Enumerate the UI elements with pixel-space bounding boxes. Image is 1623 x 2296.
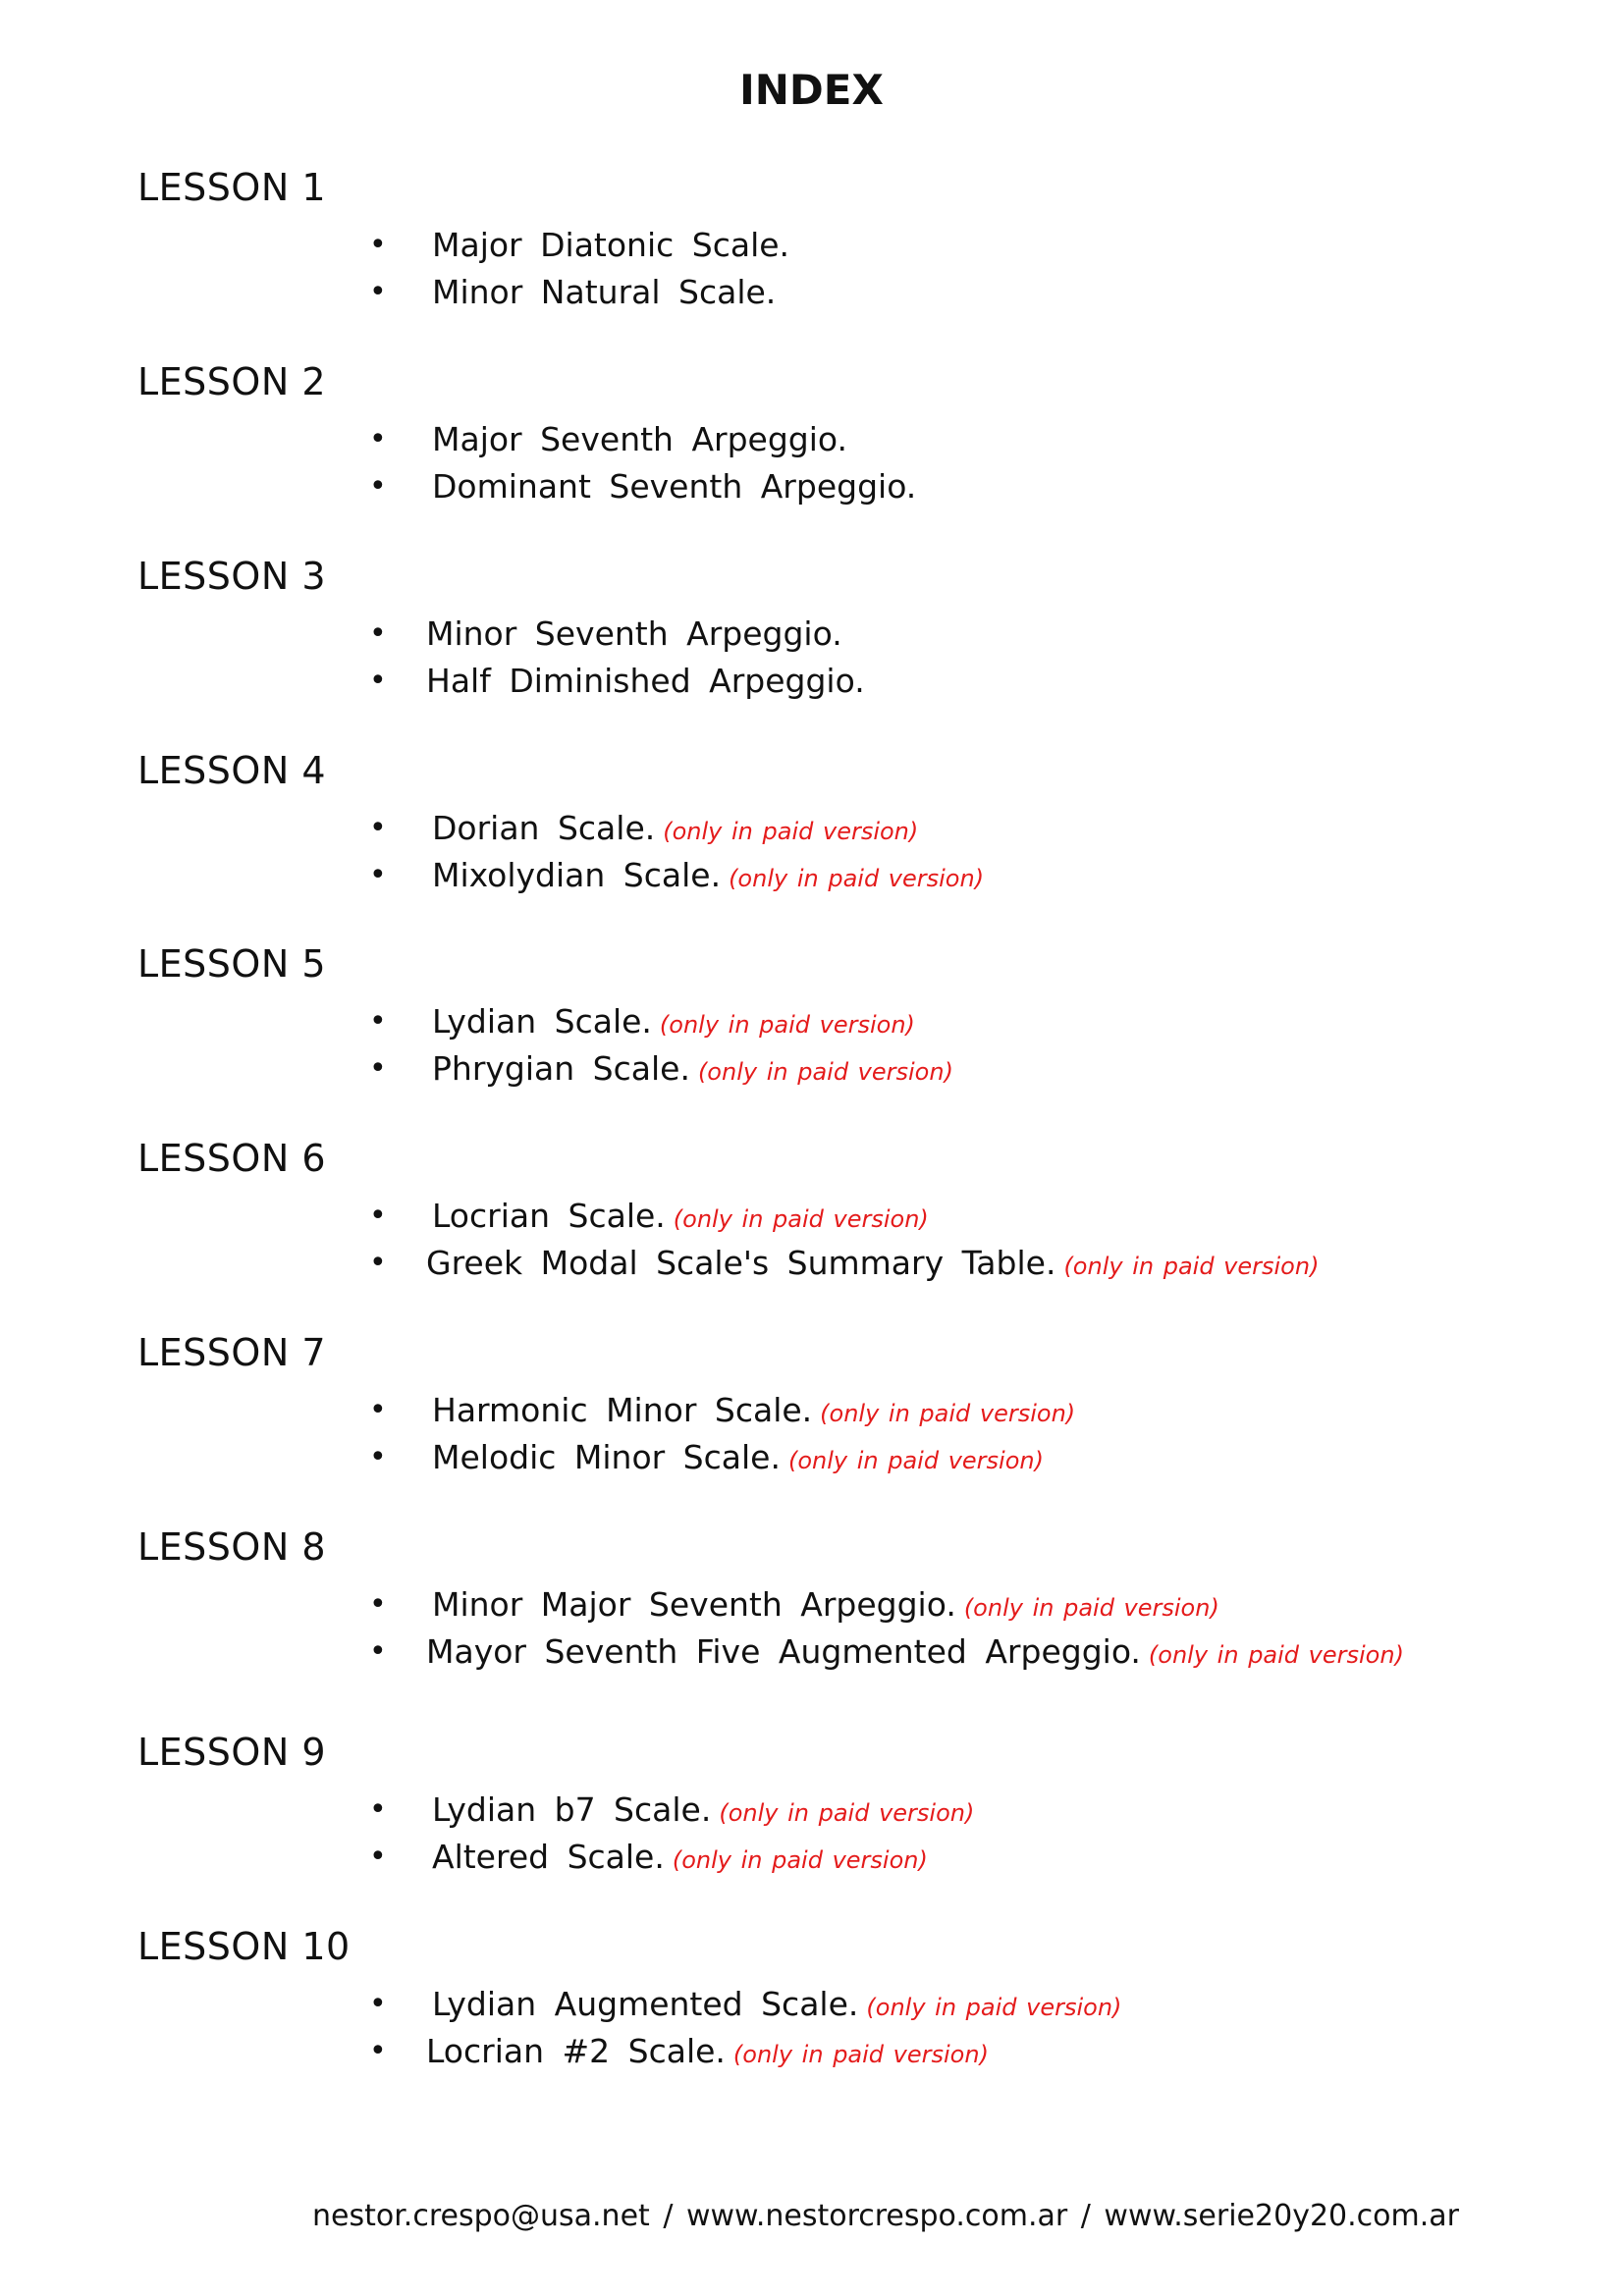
topic-title: Melodic Minor Scale. [432,1438,781,1476]
topic-title: Dorian Scale. [432,809,656,847]
bullet-icon: • [369,1440,387,1474]
topic-title: Mayor Seventh Five Augmented Arpeggio. [426,1632,1141,1671]
bullet-icon: • [369,616,387,651]
bullet-icon: • [369,1840,387,1874]
bullet-icon: • [369,469,387,504]
topic-text [432,1834,928,1884]
bullet-icon: • [369,1987,387,2021]
paid-version-note: (only in paid version) [697,1058,953,1086]
topic-text [432,998,915,1048]
bullet-icon: • [369,228,387,262]
topic-text [426,658,865,705]
paid-version-note: (only in paid version) [729,865,985,892]
page-title: INDEX [739,66,884,114]
topic-title: Lydian b7 Scale. [432,1790,712,1829]
topic-text [432,1045,953,1095]
bullet-icon: • [369,1051,387,1086]
topic-text [432,1193,929,1243]
footer-contact: nestor.crespo@usa.net / www.nestorcrespo.com.ar / www.serie20y20.com.ar [312,2199,1459,2233]
topic-text [432,1387,1075,1437]
topic-title: Greek Modal Scale's Summary Table. [426,1244,1056,1282]
topic-title: Minor Seventh Arpeggio. [426,614,842,653]
bullet-icon: • [369,1792,387,1827]
bullet-icon: • [369,275,387,309]
topic-title: Major Seventh Arpeggio. [432,420,848,458]
bullet-icon: • [369,1004,387,1039]
lesson-heading: LESSON 2 [137,360,327,403]
topic-title: Major Diatonic Scale. [432,226,790,264]
paid-version-note: (only in paid version) [787,1447,1044,1474]
bullet-icon: • [369,664,387,698]
paid-version-note: (only in paid version) [963,1594,1219,1622]
paid-version-note: (only in paid version) [732,2041,989,2068]
lesson-heading: LESSON 3 [137,555,327,598]
topic-title: Dominant Seventh Arpeggio. [432,467,917,506]
lesson-heading: LESSON 5 [137,942,327,986]
topic-text [432,1581,1219,1631]
topic-text [432,416,847,463]
paid-version-note: (only in paid version) [673,1205,929,1233]
topic-title: Half Diminished Arpeggio. [426,662,865,700]
topic-title: Locrian #2 Scale. [426,2032,726,2070]
topic-title: Altered Scale. [432,1838,665,1876]
paid-version-note: (only in paid version) [719,1799,975,1827]
lesson-heading: LESSON 7 [137,1331,327,1374]
paid-version-note: (only in paid version) [663,818,919,845]
bullet-icon: • [369,1587,387,1622]
lesson-heading: LESSON 6 [137,1137,327,1180]
topic-text [432,852,984,902]
bullet-icon: • [369,1199,387,1233]
topic-text [432,222,789,269]
paid-version-note: (only in paid version) [1148,1641,1404,1669]
topic-text [432,1787,974,1837]
topic-title: Minor Natural Scale. [432,273,777,311]
topic-text [432,463,916,510]
bullet-icon: • [369,2034,387,2068]
topic-text [432,269,776,316]
lesson-heading: LESSON 9 [137,1731,327,1774]
paid-version-note: (only in paid version) [820,1400,1076,1427]
bullet-icon: • [369,422,387,456]
topic-text [426,1240,1319,1290]
topic-text [426,2028,989,2078]
bullet-icon: • [369,1393,387,1427]
paid-version-note: (only in paid version) [866,1994,1122,2021]
topic-text [432,1981,1121,2031]
topic-title: Minor Major Seventh Arpeggio. [432,1585,956,1624]
topic-text [426,611,842,658]
lesson-heading: LESSON 8 [137,1525,327,1569]
topic-text [432,1434,1044,1484]
topic-title: Locrian Scale. [432,1197,666,1235]
topic-title: Lydian Scale. [432,1002,652,1041]
bullet-icon: • [369,811,387,845]
topic-text [426,1629,1404,1679]
paid-version-note: (only in paid version) [1063,1253,1320,1280]
lesson-heading: LESSON 10 [137,1925,351,1968]
bullet-icon: • [369,1246,387,1280]
topic-title: Phrygian Scale. [432,1049,690,1088]
paid-version-note: (only in paid version) [672,1846,928,1874]
paid-version-note: (only in paid version) [659,1011,915,1039]
topic-title: Harmonic Minor Scale. [432,1391,813,1429]
lesson-heading: LESSON 1 [137,166,327,209]
lesson-heading: LESSON 4 [137,749,327,792]
bullet-icon: • [369,1634,387,1669]
topic-title: Mixolydian Scale. [432,856,722,894]
topic-text [432,805,918,855]
bullet-icon: • [369,858,387,892]
topic-title: Lydian Augmented Scale. [432,1985,859,2023]
